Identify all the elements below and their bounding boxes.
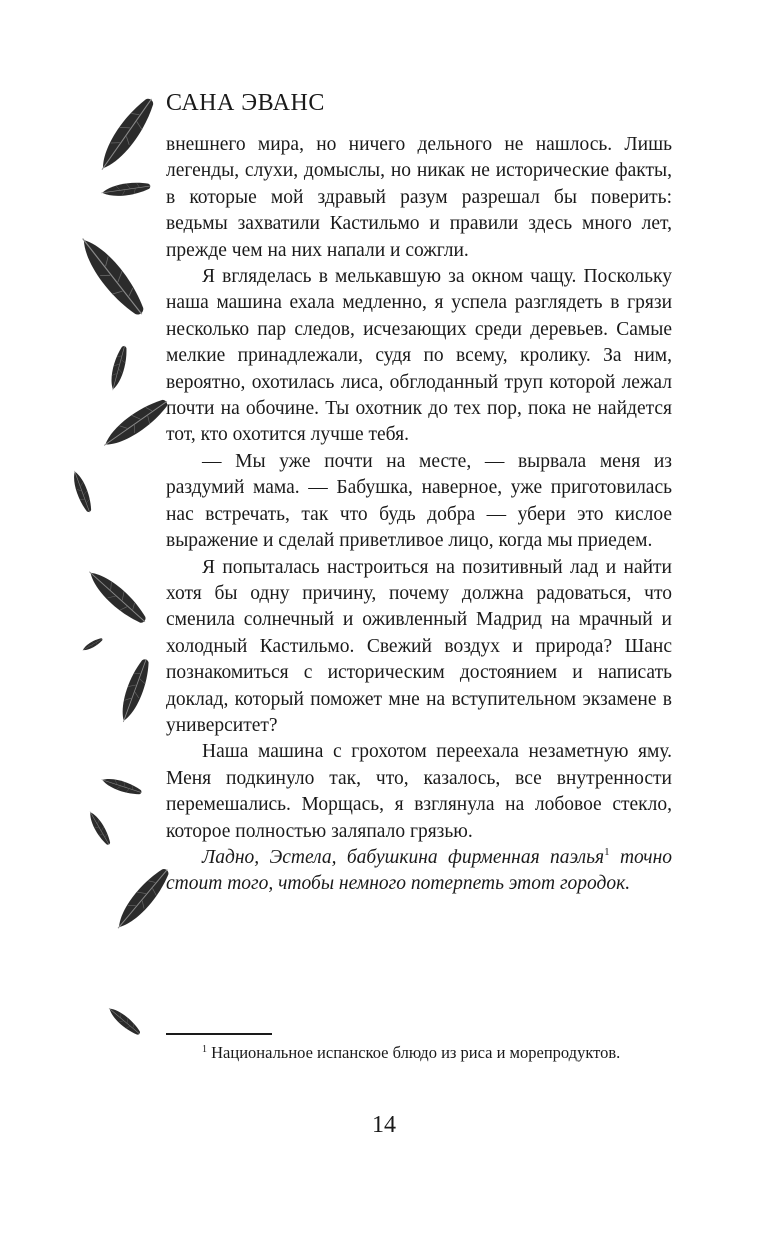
- running-header-author: САНА ЭВАНС: [166, 90, 325, 116]
- feather-icon: [70, 469, 95, 514]
- feather-icon: [86, 809, 113, 847]
- feather-icon: [111, 864, 174, 934]
- italic-text: Ладно, Эстела, бабушкина фирменная паэлья: [202, 846, 605, 868]
- footnote-divider: [166, 1033, 272, 1035]
- feather-icon: [99, 394, 172, 453]
- feather-icon: [107, 344, 129, 391]
- footnote-text: Национальное испанское блюдо из риса и морепродуктов.: [207, 1043, 621, 1062]
- feather-icon: [116, 656, 154, 725]
- paragraph: Наша машина с грохотом переехала незаметную яму. Меня подкинуло так, что, казалось, все внутренности перемешались. Морщась, я взглянула на лобовое стекло, которое полностью заляпало грязью.: [166, 741, 672, 842]
- footnote-reference[interactable]: 1: [604, 845, 610, 858]
- paragraph: Я вгляделась в мелькавшую за окном чащу. Поскольку наша машина ехала медленно, я успела разглядеть в грязи несколько пар следов, исчезающих среди деревьев. Самые мелкие принадлежали, судя по всему, кролику. За ним, вероятно, охотилась лиса, обглоданный труп которой лежал почти на обочине. Ты охотник до тех пор, пока не найдется тот, кто охотится лучше тебя.: [166, 266, 672, 446]
- feather-icon: [94, 93, 160, 175]
- feather-icon: [106, 1004, 143, 1037]
- page-number: 14: [372, 1112, 396, 1138]
- body-text: [166, 132, 672, 898]
- feather-icon: [74, 231, 151, 321]
- footnote: [166, 1040, 672, 1065]
- feather-icon: [100, 180, 151, 199]
- paragraph: — Мы уже почти на месте, — вырвала меня из раздумий мама. — Бабушка, наверное, уже приготовилась нас встречать, так что будь добра — убери это кислое выражение и сделай приветливое лицо, когда мы приедем.: [166, 450, 672, 552]
- feather-icon: [83, 565, 150, 628]
- footnote-mark: 1: [202, 1044, 207, 1055]
- paragraph-italic: [166, 845, 672, 898]
- paragraph: внешнего мира, но ничего дельного не нашлось. Лишь легенды, слухи, домыслы, но никак не исторические факты, в которые мой здравый разум разрешал бы поверить: ведьмы захватили Кастильмо и правили здесь много лет, прежде чем на них напали и сожгли.: [166, 134, 672, 261]
- feather-icon: [100, 775, 143, 798]
- paragraph: Я попыталась настроиться на позитивный лад и найти хотя бы одну причину, почему должна радоваться, что сменила солнечный и оживленный Мадрид на мрачный и холодный Кастильмо. Свежий воздух и природа? Шанс познакомиться с историческим достоянием и написать доклад, который поможет мне на вступительном экзамене в университет?: [166, 556, 672, 736]
- feather-icon: [81, 636, 104, 652]
- italic-text: точно стоит того, чтобы немного потерпеть этот городок.: [166, 846, 672, 895]
